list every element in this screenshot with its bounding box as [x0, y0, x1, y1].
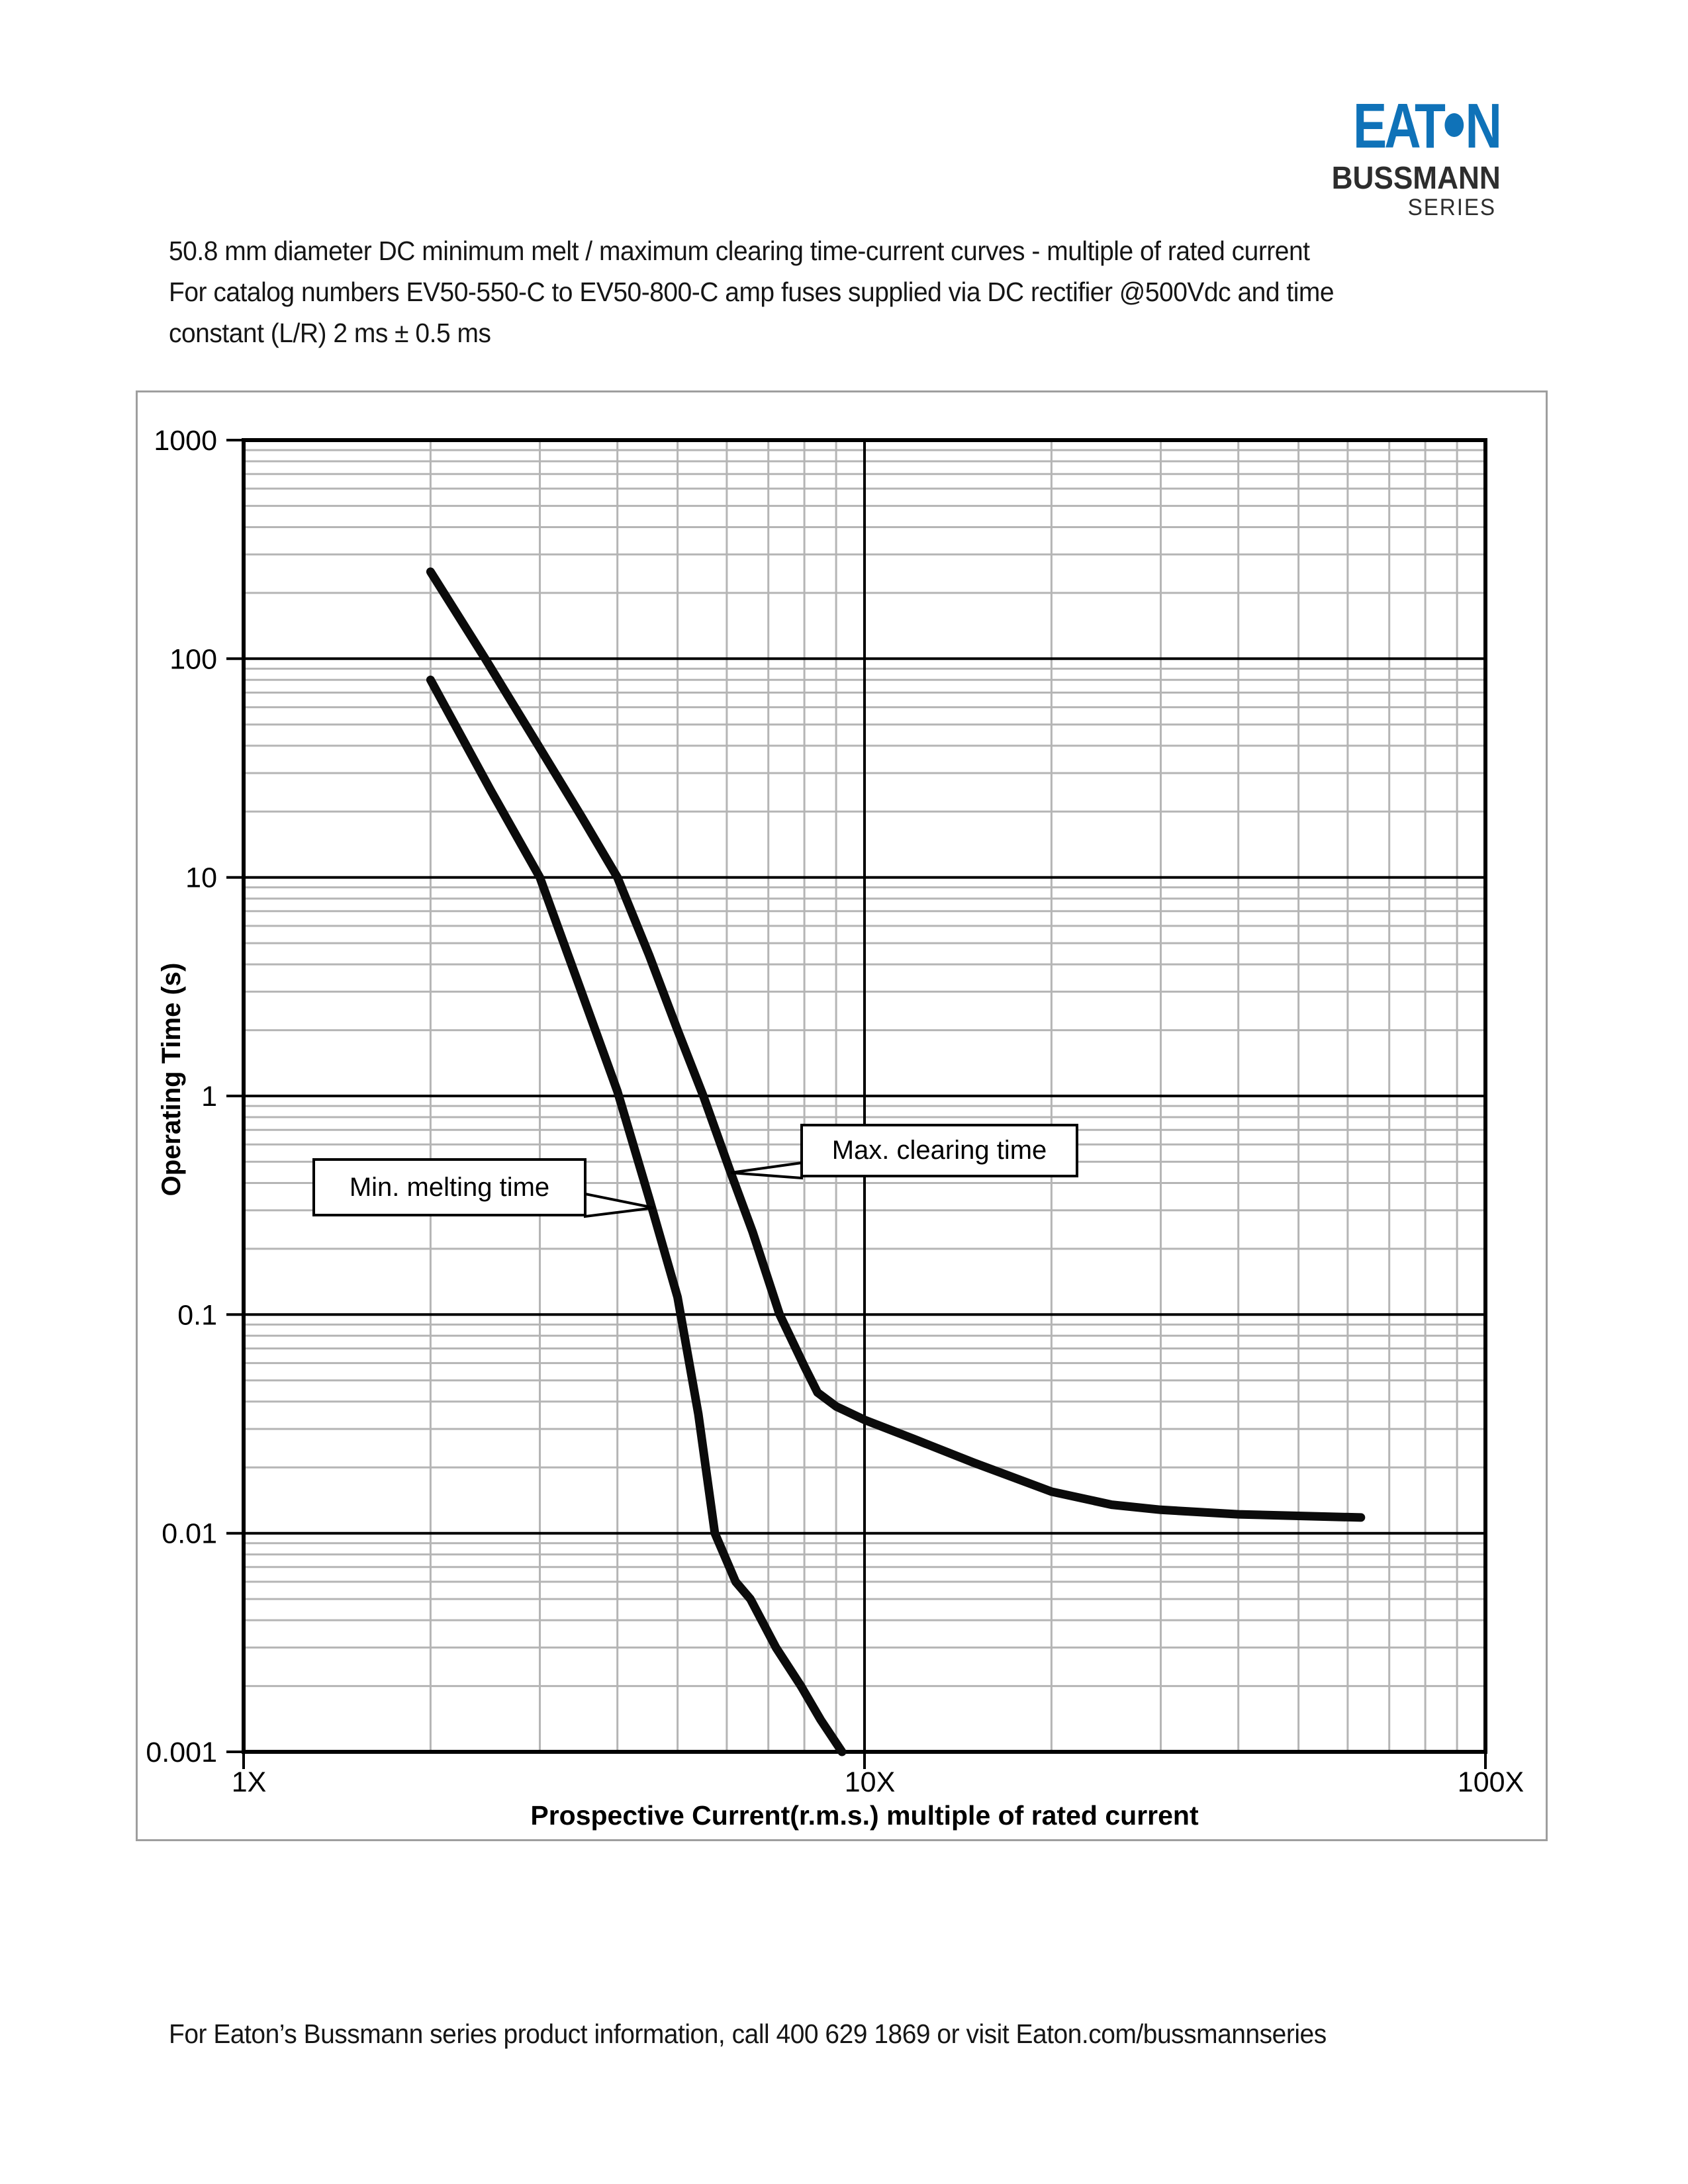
y-tick-label: 100	[169, 643, 217, 676]
eaton-logo-text-right: N	[1465, 91, 1499, 161]
callout-wedge-min	[585, 1194, 654, 1216]
callout-wedge-max	[731, 1163, 802, 1178]
callout-min-label: Min. melting time	[349, 1172, 550, 1202]
y-tick-label: 10	[185, 862, 217, 894]
callout-max-label: Max. clearing time	[831, 1136, 1047, 1165]
bussmann-wordmark: BUSSMANN	[1331, 161, 1501, 196]
curve-max-clearing	[430, 572, 1360, 1518]
title-line-3: constant (L/R) 2 ms ± 0.5 ms	[169, 318, 491, 348]
y-axis-title: Operating Time (s)	[157, 962, 186, 1197]
eaton-logo-text-left: EAT	[1353, 91, 1443, 161]
y-tick-label: 0.01	[162, 1518, 217, 1550]
x-tick-label: 1X	[231, 1766, 267, 1798]
footer-contact-line: For Eaton’s Bussmann series product information, call 400 629 1869 or visit Eaton.com/bussmannseries	[169, 2019, 1327, 2049]
y-tick-label: 0.1	[177, 1299, 217, 1332]
x-tick-label: 100X	[1457, 1766, 1524, 1798]
callout-min-melting-time	[312, 1158, 586, 1216]
series-wordmark: SERIES	[1407, 195, 1496, 220]
x-tick-label: 10X	[844, 1766, 896, 1798]
title-line-1: 50.8 mm diameter DC minimum melt / maximum clearing time-current curves - multiple of rated current	[169, 236, 1310, 266]
x-axis-title: Prospective Current(r.m.s.) multiple of rated current	[530, 1800, 1199, 1831]
title-line-2: For catalog numbers EV50-550-C to EV50-800-C amp fuses supplied via DC rectifier @500Vdc and time	[169, 277, 1335, 307]
y-tick-label: 1000	[154, 425, 217, 457]
y-tick-label: 0.001	[146, 1737, 217, 1768]
callout-max-clearing-time	[800, 1124, 1078, 1177]
y-tick-label: 1	[201, 1081, 217, 1113]
